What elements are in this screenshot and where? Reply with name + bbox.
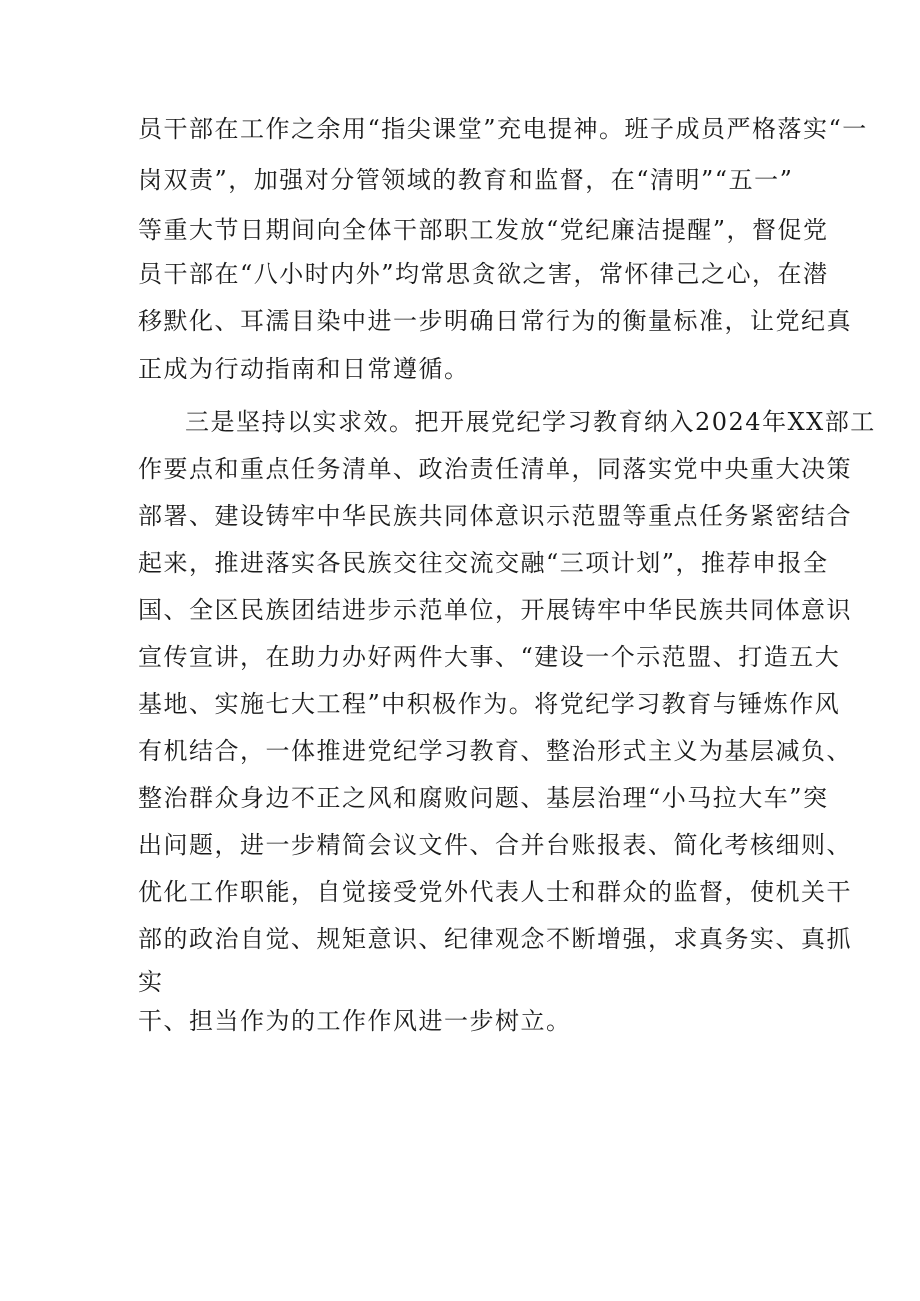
paragraph-2-line-4: 起来，推进落实各民族交往交流交融“三项计划”，推荐申报全 <box>138 549 829 577</box>
paragraph-1-line-4: 员干部在“八小时内外”均常思贪欲之害，常怀律己之心，在潜 <box>138 260 829 288</box>
paragraph-2-line-11: 优化工作职能，自觉接受党外代表人士和群众的监督，使机关干 <box>138 878 852 906</box>
paragraph-1-line-3: 等重大节日期间向全体干部职工发放“党纪廉洁提醒”，督促党 <box>138 216 829 244</box>
paragraph-2-line-6: 宣传宣讲，在助力办好两件大事、“建设一个示范盟、打造五大 <box>138 643 841 671</box>
paragraph-2-line-2: 作要点和重点任务清单、政治责任清单，同落实党中央重大决策 <box>138 455 852 483</box>
paragraph-1-line-6: 正成为行动指南和日常遵循。 <box>138 355 470 383</box>
paragraph-2-line-9: 整治群众身边不正之风和腐败问题、基层治理“小马拉大车”突 <box>138 784 829 812</box>
paragraph-2-line-1: 三是坚持以实求效。把开展党纪学习教育纳入2024年XX部工 <box>185 408 876 436</box>
paragraph-2-line-13: 实 <box>138 968 164 996</box>
paragraph-2-line-10: 出问题，进一步精简会议文件、合并台账报表、简化考核细则、 <box>138 831 852 859</box>
paragraph-2-line-12: 部的政治自觉、规矩意识、纪律观念不断增强，求真务实、真抓 <box>138 925 852 953</box>
paragraph-1-line-5: 移默化、耳濡目染中进一步明确日常行为的衡量标准，让党纪真 <box>138 307 852 335</box>
paragraph-1-line-1: 员干部在工作之余用“指尖课堂”充电提神。班子成员严格落实“一 <box>138 115 868 143</box>
paragraph-2-line-3: 部署、建设铸牢中华民族共同体意识示范盟等重点任务紧密结合 <box>138 502 852 530</box>
paragraph-2-line-14: 干、担当作为的工作作风进一步树立。 <box>138 1007 572 1035</box>
paragraph-2-line-8: 有机结合，一体推进党纪学习教育、整治形式主义为基层减负、 <box>138 737 852 765</box>
paragraph-1-line-2: 岗双责”，加强对分管领域的教育和监督，在“清明”“五一” <box>138 166 794 194</box>
paragraph-2-line-5: 国、全区民族团结进步示范单位，开展铸牢中华民族共同体意识 <box>138 596 852 624</box>
paragraph-2-line-7: 基地、实施七大工程”中积极作为。将党纪学习教育与锤炼作风 <box>138 690 841 718</box>
